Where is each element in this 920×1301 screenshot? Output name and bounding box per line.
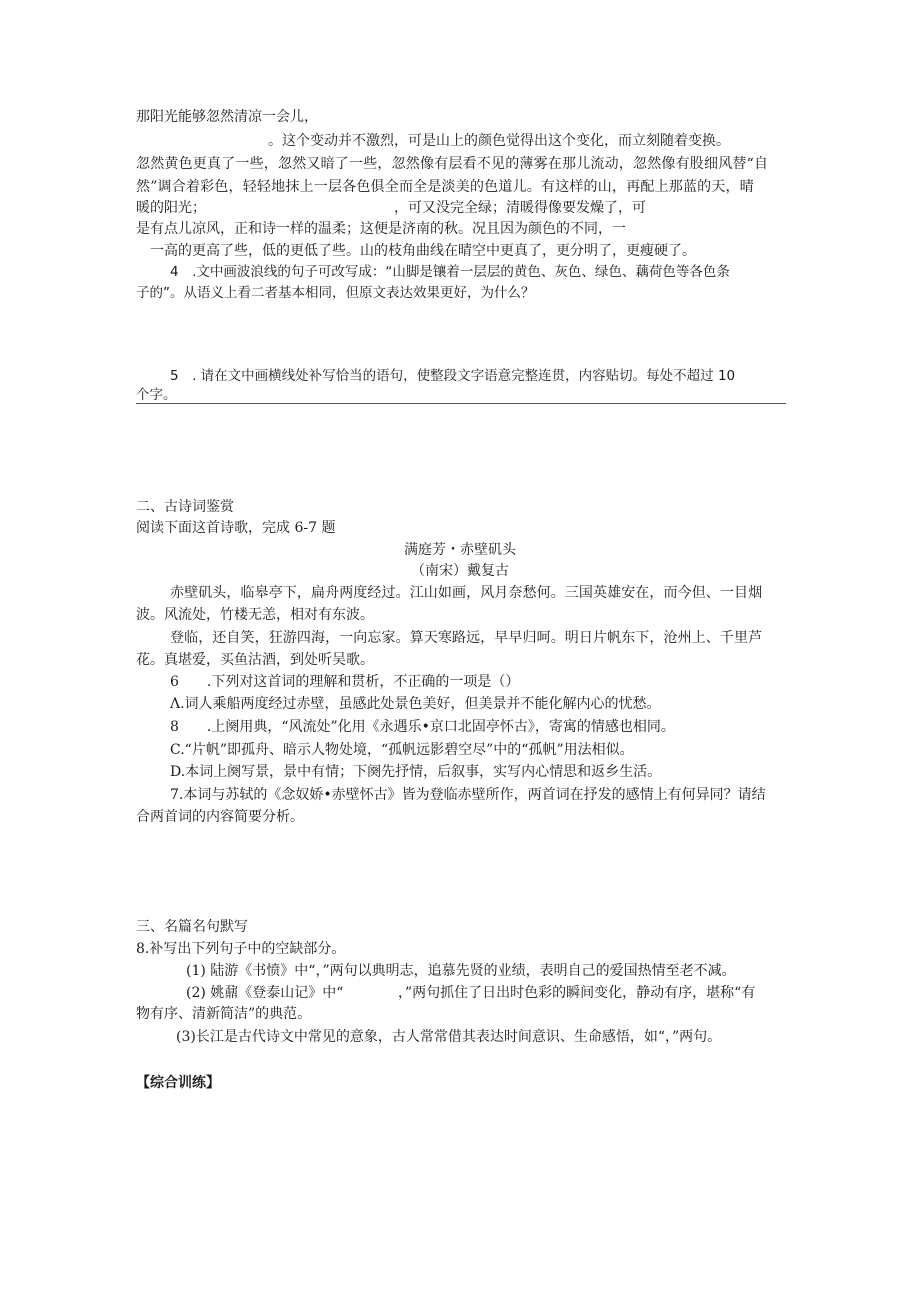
poem-line: 登临，还自笑，狂游四海，一向忘家。算天寒路远，早早归呵。明日片帆东下，沧州上、千里芦	[170, 630, 763, 646]
passage-line: 忽然黄色更真了一些，忽然又暗了一些，忽然像有层看不见的薄雾在那儿流动，忽然像有股细风替“自	[136, 156, 769, 172]
question-6: 6 .下列对这首词的理解和贯析，不正确的一项是（）	[170, 674, 520, 690]
passage-line: 。这个变动并不激烈，可是山上的颜色觉得出这个变化，而立刻随着变换。	[268, 133, 730, 149]
poem-author: （南宋）戴复古	[411, 563, 509, 579]
fill-blank-2-cont: ，”两句抓住了日出时色彩的瞬间变化，静动有序，堪称“有	[398, 985, 756, 1001]
question-4-cont: 子的”。从语义上看二者基本相同，但原文表达效果更好，为什么？	[136, 285, 535, 301]
question-7: 7.本词与苏轼的《念奴娇•赤壁怀古》皆为登临赤壁所作，两首词在抒发的感情上有何异同？请结	[170, 787, 766, 803]
passage-line: 暖的阳光；	[136, 200, 206, 216]
question-5: 5 . 请在文中画横线处补写恰当的语句，使整段文字语意完整连贯，内容贴切。每处不超过 10	[170, 368, 736, 384]
poem-line: 波。风流处，竹楼无恙，相对有东波。	[136, 607, 374, 623]
comprehensive-training-label: 【综合训练】	[136, 1075, 220, 1091]
passage-line: 那阳光能够忽然清凉一会儿，	[136, 109, 318, 125]
option-d: D.本词上阕写景，景中有情；下阕先抒情，后叙事，实写内心情思和返乡生活。	[170, 764, 662, 780]
fill-blank-1: (1) 陆游《书愤》中“，”两句以典明志，追慕先贤的业绩，表明自己的爱国热情至老不减。	[186, 963, 736, 979]
passage-line: ，可又没完全绿；清暖得像要发燥了，可	[394, 200, 646, 216]
section-2-intro: 阅读下面这首诗歌，完成 6-7 题	[136, 520, 336, 536]
question-4: 4 .文中画波浪线的句子可改写成：“山脚是镶着一层层的黄色、灰色、绿色、藕荷色等各色条	[170, 264, 730, 280]
fill-blank-3: (3)长江是古代诗文中常见的意象，古人常常借其表达时间意识、生命感悟，如“，”两句。	[176, 1029, 722, 1045]
question-7-cont: 合两首词的内容简要分析。	[136, 809, 304, 825]
poem-title: 满庭芳・赤壁矶头	[404, 542, 516, 558]
passage-line: 一高的更高了些，低的更低了些。山的枝角曲线在晴空中更真了，更分明了，更瘦硬了。	[150, 243, 696, 259]
passage-line: 然”调合着彩色，轻轻地抹上一层各色俱全而全是淡美的色道儿。有这样的山，再配上那蓝的天，晴	[136, 179, 754, 195]
fill-blank-2-end: 物有序、清新简洁”的典范。	[136, 1006, 312, 1022]
section-3-heading: 三、名篇名句默写	[136, 919, 248, 935]
option-c: C.“片帆”即孤舟、暗示人物处境，“孤帆远影碧空尽”中的“孤帆”用法相似。	[170, 742, 634, 758]
option-b: 8 .上阕用典，“风流处”化用《永遇乐•京口北固亭怀古》，寄寓的情感也相同。	[170, 719, 675, 735]
divider-rule	[136, 403, 786, 404]
poem-line: 赤壁矶头，临皋亭下，扁舟两度经过。江山如画，风月奈愁何。三国英雄安在，而今但、一目烟	[170, 585, 763, 601]
passage-line: 是有点儿凉风，正和诗一样的温柔；这便是济南的秋。况且因为颜色的不同，一	[136, 221, 626, 237]
question-5-cont: 个字。	[136, 387, 177, 403]
fill-blank-2: (2) 姚鼐《登泰山记》中“	[186, 985, 344, 1001]
section-2-heading: 二、古诗词鉴赏	[136, 499, 234, 515]
option-a: Λ.词人乘船两度经过赤壁，虽感此处景色美好，但美景并不能化解内心的忧愁。	[170, 696, 661, 712]
poem-line: 花。真堪爱，买鱼沽酒，到处听吴歌。	[136, 652, 374, 668]
question-8: 8.补写出下列句子中的空缺部分。	[136, 941, 346, 957]
